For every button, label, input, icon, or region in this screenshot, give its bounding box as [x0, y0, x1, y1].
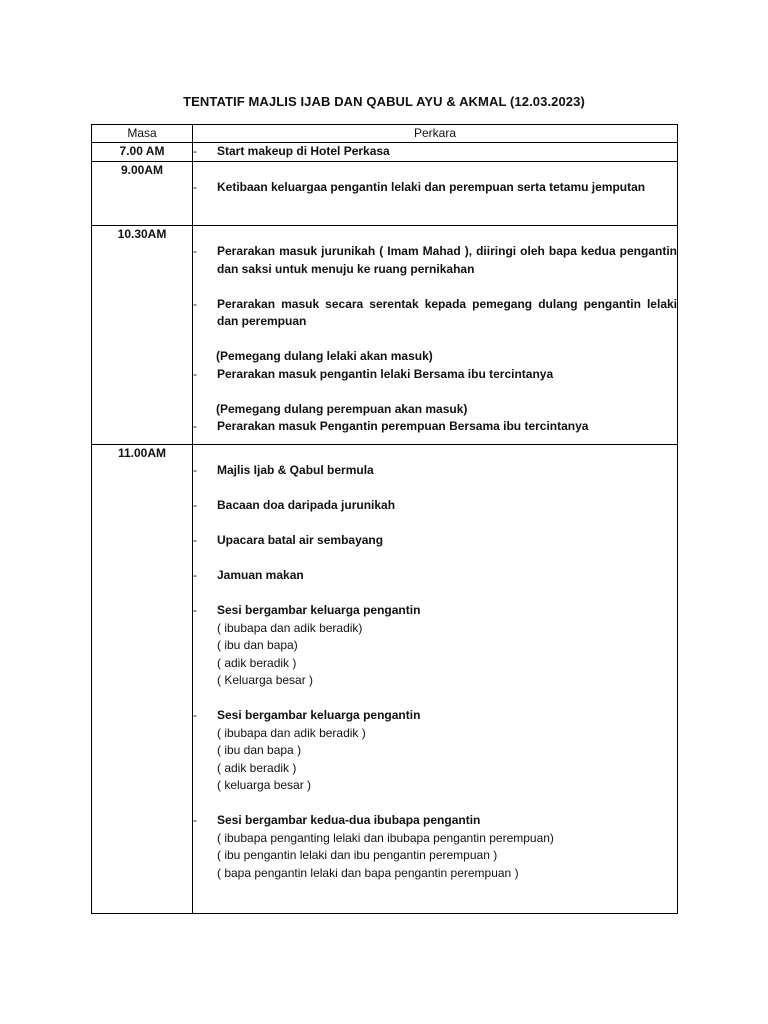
table-row: [92, 225, 678, 444]
list-item-text: Perarakan masuk Pengantin perempuan Bersama ibu tercintanya: [217, 419, 589, 433]
list-item: [193, 707, 677, 725]
bullet-dash: -: [193, 813, 197, 827]
list-item: [193, 602, 677, 620]
bullet-dash: -: [193, 144, 197, 158]
bullet-dash: -: [193, 180, 197, 194]
list-item-text: Jamuan makan: [217, 568, 304, 582]
list-item-text: Upacara batal air sembayang: [217, 533, 384, 547]
sub-item: ( ibubapa penganting lelaki dan ibubapa pengantin perempuan): [217, 830, 554, 845]
sub-item: ( bapa pengantin lelaki dan bapa pengantin perempuan ): [217, 865, 519, 880]
list-item-text: Perarakan masuk secara serentak kepada pemegang dulang pengantin lelaki dan perempuan: [217, 296, 677, 328]
sub-item: ( ibu pengantin lelaki dan ibu pengantin perempuan ): [217, 848, 498, 862]
bullet-dash: -: [193, 463, 197, 477]
list-item: [193, 143, 677, 161]
column-header-time: Masa: [92, 125, 193, 143]
column-header-item: Perkara: [193, 125, 678, 143]
sub-item: ( keluarga besar ): [217, 778, 312, 792]
list-item-text: Majlis Ijab & Qabul bermula: [217, 463, 374, 477]
sub-item: ( ibu dan bapa): [217, 638, 298, 652]
list-item-text: Ketibaan keluargaa pengantin lelaki dan perempuan serta tetamu jemputan: [217, 180, 646, 194]
note-text: (Pemegang dulang perempuan akan masuk): [216, 401, 468, 416]
bullet-dash: -: [193, 498, 197, 512]
list-item: [193, 567, 677, 585]
list-item: [193, 418, 677, 436]
time-cell: 7.00 AM: [92, 143, 193, 162]
sub-item: ( ibubapa dan adik beradik): [217, 620, 363, 635]
item-cell: [193, 143, 678, 162]
list-item: [193, 532, 677, 550]
table-row: [92, 143, 678, 162]
list-item: [193, 296, 677, 331]
sub-item: ( adik beradik ): [217, 655, 297, 670]
bullet-dash: -: [193, 244, 197, 258]
list-item-text: Sesi bergambar keluarga pengantin: [217, 708, 421, 722]
bullet-dash: -: [193, 533, 197, 547]
list-item-text: Perarakan masuk pengantin lelaki Bersama ibu tercintanya: [217, 366, 554, 381]
table-header-row: [92, 125, 678, 143]
note-text: (Pemegang dulang lelaki akan masuk): [216, 349, 433, 363]
bullet-dash: -: [193, 568, 197, 582]
sub-item: ( ibu dan bapa ): [217, 743, 302, 757]
time-cell: 10.30AM: [92, 225, 193, 444]
item-cell: [193, 444, 678, 913]
bullet-dash: -: [193, 419, 197, 433]
list-item: [193, 366, 677, 384]
sub-item: ( Keluarga besar ): [217, 673, 314, 687]
document-title: TENTATIF MAJLIS IJAB DAN QABUL AYU & AKMAL (12.03.2023): [183, 94, 585, 109]
bullet-dash: -: [193, 708, 197, 722]
schedule-table: [91, 124, 678, 914]
list-item-text: Perarakan masuk jurunikah ( Imam Mahad ), diiringi oleh bapa kedua pengantin dan saksi untuk menuju ke ruang pernikahan: [217, 244, 677, 276]
bullet-dash: -: [193, 366, 197, 381]
bullet-dash: -: [193, 603, 197, 617]
list-item-text: Bacaan doa daripada jurunikah: [217, 498, 396, 512]
time-cell: 11.00AM: [92, 444, 193, 913]
bullet-dash: -: [193, 296, 197, 311]
list-item: [193, 812, 677, 830]
sub-item: ( ibubapa dan adik beradik ): [217, 725, 366, 740]
list-item: [193, 462, 677, 480]
list-item-text: Sesi bergambar keluarga pengantin: [217, 603, 421, 617]
sub-item: ( adik beradik ): [217, 760, 297, 775]
list-item-text: Start makeup di Hotel Perkasa: [217, 144, 390, 158]
table-row: [92, 444, 678, 913]
list-item: [193, 497, 677, 515]
list-item-text: Sesi bergambar kedua-dua ibubapa pengantin: [217, 813, 481, 827]
list-item: [193, 179, 677, 197]
table-row: [92, 161, 678, 225]
list-item: [193, 243, 677, 278]
item-cell: [193, 225, 678, 444]
time-cell: 9.00AM: [92, 161, 193, 225]
item-cell: [193, 161, 678, 225]
